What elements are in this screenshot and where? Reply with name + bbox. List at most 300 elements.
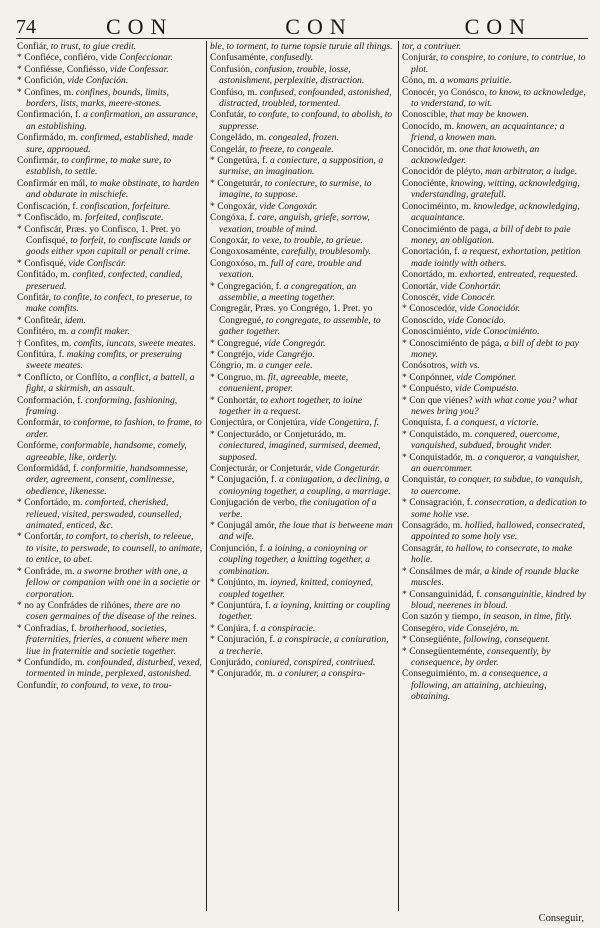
dictionary-entry (402, 246, 587, 269)
entry-gloss: coniured, conspired, contriued. (255, 656, 376, 668)
entry-gloss: to confite, to confect, to preserue, to make comfits. (26, 291, 192, 315)
entry-gloss: full of care, trouble and vexation. (219, 257, 362, 281)
dictionary-entry (402, 109, 587, 120)
entry-gloss: to confute, to confound, to abolish, to suppresse. (219, 109, 393, 132)
entry-headword: Conociméinto, m. (402, 200, 472, 212)
entry-gloss: congealed, frozen. (268, 132, 339, 144)
entry-headword: Conortádo, m. (402, 269, 458, 281)
dictionary-entry (402, 646, 587, 669)
dictionary-entry (210, 41, 395, 52)
dictionary-entry (210, 360, 395, 371)
dictionary-entry (210, 338, 395, 349)
entry-gloss: consequently, by consequence, by order. (411, 645, 551, 668)
entry-headword: * Confiscádo, m. (17, 212, 83, 224)
dictionary-entry (17, 680, 203, 691)
entry-headword: * Confundído, m. (17, 656, 85, 668)
dictionary-entry (402, 543, 587, 566)
dictionary-entry (17, 326, 203, 337)
dictionary-entry (17, 212, 203, 223)
entry-gloss: carefully, troublesomly. (281, 246, 372, 258)
dictionary-entry (210, 64, 395, 87)
entry-gloss: vide Conocidór. (459, 303, 521, 315)
entry-headword: * Conjugación, f. (210, 474, 277, 486)
dictionary-entry (210, 303, 395, 337)
entry-gloss: idem. (64, 314, 86, 326)
entry-headword: * Confiésse, Confiésso, (17, 63, 108, 75)
entry-gloss: to trust, to giue credit. (50, 41, 137, 52)
dictionary-entry (17, 349, 203, 372)
dictionary-entry (17, 372, 203, 395)
entry-gloss: to conforme, to fashion, to frame, to order. (26, 417, 202, 440)
dictionary-entry (210, 52, 395, 63)
entry-headword: * Conoscedór, (402, 303, 458, 315)
dictionary-entry (402, 360, 587, 371)
entry-headword: Confiscación, f. (17, 200, 79, 212)
entry-headword: * Congeturár, (210, 177, 263, 189)
entry-headword: * Consanguinidád, f. (402, 588, 482, 600)
dictionary-entry (210, 417, 395, 428)
entry-headword: * Congoxár, (210, 200, 258, 212)
entry-gloss: a conspiracie. (260, 622, 316, 634)
entry-gloss: conquered, ouercome, vanquished, subdued, brought vnder. (411, 428, 560, 452)
dictionary-entry (17, 75, 203, 86)
entry-gloss: fit, agreeable, meete, conuenient, proper. (219, 371, 349, 395)
entry-gloss: confusion, trouble, losse, astonishment, perplexitie, distraction. (219, 63, 365, 87)
entry-gloss: a coniugation, a declining, a conioyning together, a coupling, a marriage. (219, 474, 391, 497)
dictionary-entry (210, 474, 395, 497)
dictionary-entry (402, 292, 587, 303)
dictionary-entry (17, 657, 203, 680)
dictionary-entry (210, 600, 395, 623)
entry-gloss: vide Conhortár. (440, 280, 501, 292)
dictionary-entry (17, 269, 203, 292)
entry-headword: Congoxóso, m. (210, 257, 269, 269)
entry-gloss: a congregation, an assemblie, a meeting together. (219, 280, 357, 303)
dictionary-entry (402, 497, 587, 520)
entry-gloss: to confirme, to make sure, to establish, to settle. (26, 155, 172, 178)
entry-headword: Confitúra, f. (17, 348, 65, 360)
entry-headword: † Confites, m. (17, 337, 72, 349)
entry-gloss: vide Conocér. (442, 291, 496, 303)
dictionary-entry (17, 338, 203, 349)
entry-gloss: following, consequent. (463, 634, 551, 646)
entry-headword: * Con que viénes? (402, 394, 473, 406)
entry-gloss: confused, confounded, astonished, distracted, troubled, tormented. (219, 86, 392, 110)
entry-headword: Confirmár en mál, (17, 177, 88, 189)
entry-gloss: a conflict, a battell, a fight, a skirmish, an assault. (26, 371, 195, 395)
entry-gloss: consanguinitie, kindred by bloud, neerenes in bloud. (411, 588, 587, 611)
dictionary-entry (402, 166, 587, 177)
catchword: Conseguir, (538, 913, 584, 924)
entry-gloss: knowen, an acquaintance; a friend, a knowen man. (411, 120, 565, 144)
dictionary-entry (17, 258, 203, 269)
entry-headword: Consagrádo, m. (402, 520, 463, 532)
entry-gloss: care, anguish, griefe, sorrow, vexation, trouble of mind. (219, 212, 370, 235)
entry-headword: * Conjúra, f. (210, 622, 259, 634)
dictionary-entry (210, 144, 395, 155)
entry-gloss: coniectured, imagined, surmised, deemed, supposed. (219, 440, 381, 463)
entry-headword: Conocído, m. (402, 120, 454, 132)
dictionary-entry (17, 600, 203, 623)
entry-gloss: to know, to acknowledge, to vnderstand, to wit. (411, 86, 586, 110)
entry-gloss: making comfits, or preseruing sweete meates. (26, 348, 182, 372)
entry-headword: * Congregué, (210, 337, 262, 349)
entry-headword: * Conoscimiénto de pága, (402, 337, 502, 349)
entry-gloss: to forfeit, to confiscate lands or goods either vpon capitall or penall crime. (26, 234, 192, 258)
entry-headword: * Confiteár, (17, 314, 63, 326)
entry-gloss: ioyned, knitted, conioyned, coupled together. (219, 577, 374, 600)
dictionary-entry (402, 201, 587, 224)
dictionary-entry (210, 212, 395, 235)
dictionary-entry (210, 372, 395, 395)
entry-headword: Conósotros, (402, 360, 449, 372)
entry-gloss: to conquer, to subdue, to vanquish, to ouercome. (411, 474, 583, 497)
entry-gloss: the coniugation of a verbe. (219, 497, 377, 520)
entry-gloss: vide Conocimiénto. (464, 326, 540, 338)
entry-gloss: to congregate, to assemble, to gather together. (219, 314, 381, 338)
entry-gloss: conformable, handsome, comely, agreeable, like, orderly. (26, 440, 187, 463)
dictionary-entry (17, 41, 203, 52)
entry-gloss: to hallow, to consecrate, to make holie. (411, 542, 573, 566)
dictionary-entry (210, 349, 395, 360)
dictionary-entry (210, 235, 395, 246)
dictionary-entry (402, 52, 587, 75)
dictionary-entry (17, 497, 203, 531)
entry-gloss: comforted, cherished, relieued, visited, perswaded, counselled, animated, enticed, &c. (26, 497, 182, 532)
dictionary-entry (402, 303, 587, 314)
entry-headword: Con sazón y tiempo, (402, 611, 481, 623)
entry-headword: Confitádo, m. (17, 269, 71, 281)
entry-gloss: confines, bounds, limits, borders, lists, marks, meere-stones. (26, 86, 169, 110)
entry-headword: * Congréjo, (210, 348, 256, 360)
entry-gloss: vide Conocído. (447, 314, 506, 326)
dictionary-entry (17, 315, 203, 326)
dictionary-entry (402, 634, 587, 645)
entry-gloss: to exhort together, to ioine together in a request. (219, 394, 363, 417)
dictionary-entry (210, 463, 395, 474)
dictionary-entry (402, 589, 587, 612)
dictionary-entry (210, 281, 395, 304)
entry-gloss: vide Confación. (67, 75, 129, 87)
entry-gloss: vide Congetúra, f. (309, 417, 380, 429)
entry-headword: Conoscído, (402, 314, 446, 326)
entry-gloss: tor, a contriuer. (402, 41, 462, 52)
entry-headword: Conformidád, f. (17, 463, 79, 475)
entry-headword: Conoscér, (402, 291, 441, 303)
dictionary-entry (210, 543, 395, 577)
entry-headword: Conjectúra, or Conjetúra, (210, 417, 308, 429)
entry-gloss: that may be knowen. (449, 109, 529, 121)
dictionary-entry (17, 64, 203, 75)
entry-headword: Congóxa, f. (210, 212, 256, 224)
entry-headword: Congoxár, (210, 234, 250, 246)
entry-headword: * Conflícto, or Conflíto, (17, 371, 111, 383)
dictionary-entry (17, 440, 203, 463)
page-header (16, 10, 588, 39)
entry-gloss: with vs. (450, 360, 480, 372)
entry-headword: Confitéro, m. (17, 326, 69, 338)
dictionary-entry (210, 109, 395, 132)
entry-gloss: to coniecture, to surmise, to imagine, to suppose. (219, 177, 372, 201)
entry-headword: * Confines, m. (17, 86, 74, 98)
dictionary-entry (402, 178, 587, 201)
entry-gloss: a coniurer, a conspira- (277, 668, 366, 680)
dictionary-entry (210, 623, 395, 634)
entry-gloss: a sworne brother with one, a fellow or companion with one in a societie or corporation. (26, 565, 201, 600)
entry-headword: * Consálmes de már, (402, 565, 483, 577)
entry-headword: Confusión, (210, 63, 253, 75)
entry-gloss: ble, to torment, to turne topsie turuie all things. (210, 41, 393, 52)
dictionary-entry (402, 417, 587, 428)
entry-headword: Confirmación, f. (17, 109, 81, 121)
dictionary-entry (210, 668, 395, 679)
dictionary-entry (17, 531, 203, 565)
entry-headword: Conoscimiénto, (402, 326, 463, 338)
entry-headword: Conquísta, f. (402, 417, 452, 429)
entry-headword: Congoxosaménte, (210, 246, 280, 258)
entry-gloss: in season, in time, fitly. (483, 611, 573, 623)
dictionary-entry (210, 87, 395, 110)
entry-gloss: forfeited, confiscate. (84, 212, 164, 224)
entry-headword: * Consegüénte, (402, 634, 462, 646)
dictionary-entry (402, 224, 587, 247)
dictionary-entry (17, 52, 203, 63)
entry-gloss: a bill of debt to pay money. (411, 337, 579, 360)
entry-headword: Cóno, m. (402, 75, 438, 87)
entry-headword: * Conjúnto, m. (210, 577, 268, 589)
running-head-center: CON (285, 14, 353, 39)
entry-headword: * Conpuésto, (402, 383, 453, 395)
dictionary-entry (210, 155, 395, 178)
dictionary-entry (402, 144, 587, 167)
entry-gloss: one that knoweth, an acknowledger. (411, 143, 540, 167)
dictionary-entry (402, 452, 587, 475)
dictionary-entry (402, 269, 587, 280)
entry-headword: * Confortádo, m. (17, 497, 83, 509)
dictionary-entry (17, 292, 203, 315)
dictionary-entry (402, 41, 587, 52)
entry-headword: Cóngrio, m. (210, 360, 257, 372)
entry-gloss: a conqueror, a vanquisher, an ouercommer. (411, 451, 580, 475)
entry-gloss: brotherhood, societies, fraternities, frieries, a conuent where men liue in fraternitie and societie together. (26, 622, 188, 657)
entry-gloss: vide Compuésto. (455, 383, 519, 395)
entry-gloss: a cunger eele. (258, 360, 313, 372)
dictionary-entry (402, 338, 587, 361)
entry-gloss: a bill of debt to paie money, an obligation. (411, 223, 571, 246)
entry-gloss: to make obstinate, to harden and obdurate in mischiefe. (26, 177, 200, 201)
column-right (398, 41, 590, 911)
entry-gloss: vide Congeturár. (315, 463, 381, 475)
entry-headword: * Confiéce, confiéro, vide (17, 52, 117, 64)
entry-headword: Confusaménte, (210, 52, 268, 64)
dictionary-entry (17, 417, 203, 440)
dictionary-entry (402, 383, 587, 394)
columns (14, 41, 590, 911)
dictionary-entry (402, 121, 587, 144)
entry-gloss: vide Consejéro, m. (447, 622, 520, 634)
entry-headword: Consagrár, (402, 542, 444, 554)
entry-headword: * Conquistádo, m. (402, 428, 473, 440)
dictionary-entry (210, 132, 395, 143)
entry-headword: * Confradías, f. (17, 622, 77, 634)
entry-gloss: a ioining, a conioyning or coupling together, a knitting together, a combination. (219, 542, 371, 577)
entry-gloss: man arbitrator, a iudge. (485, 166, 578, 178)
dictionary-entry (402, 372, 587, 383)
entry-gloss: confounded, disturbed, vexed, tormented in minde, perplexed, astonished. (26, 656, 202, 680)
entry-headword: * Confortár, (17, 531, 64, 543)
entry-gloss: exhorted, entreated, requested. (459, 269, 578, 281)
entry-gloss: vide Confessar. (110, 63, 169, 75)
dictionary-entry (402, 315, 587, 326)
entry-headword: Congelár, (210, 143, 248, 155)
entry-headword: * Confiscár, Præs. yo Confisco, 1. Pret. yo Confisqué, (17, 223, 181, 246)
entry-headword: Confiár, (17, 41, 49, 52)
entry-headword: * Confición, (17, 75, 65, 87)
entry-headword: * no ay Confrádes de riñónes, (17, 599, 132, 611)
entry-gloss: vide Congregár. (264, 337, 326, 349)
entry-gloss: a coniecture, a supposition, a surmise, an imagination. (219, 155, 384, 178)
dictionary-entry (210, 634, 395, 657)
dictionary-entry (402, 395, 587, 418)
entry-gloss: a conquest, a victorie. (453, 417, 539, 429)
entry-headword: Congregár, Præs. yo Congrégo, 1. Pret. yo Congregué, (210, 303, 373, 326)
entry-headword: Conjecturár, or Conjeturár, (210, 463, 314, 475)
entry-gloss: to comfort, to cherish, to releeue, to visite, to perswade, to counsell, to animate, to entice, to abet. (26, 531, 203, 566)
entry-headword: * Congruo, m. (210, 371, 266, 383)
dictionary-entry (17, 132, 203, 155)
dictionary-entry (17, 566, 203, 600)
entry-gloss: a womans priuitie. (439, 75, 512, 87)
entry-gloss: a ioyning, knitting or coupling together. (219, 599, 391, 623)
dictionary-entry (402, 566, 587, 589)
dictionary-entry (402, 668, 587, 702)
entry-gloss: with what come you? what newes bring you? (411, 394, 578, 417)
entry-headword: Consegéro, (402, 622, 446, 634)
dictionary-entry (210, 429, 395, 463)
entry-headword: Conjurádo, (210, 656, 253, 668)
entry-headword: Confitár, (17, 291, 51, 303)
entry-headword: Confundír, (17, 679, 59, 691)
dictionary-entry (402, 429, 587, 452)
dictionary-entry (17, 201, 203, 212)
entry-headword: Conocimiénto de paga, (402, 223, 491, 235)
entry-headword: Conjugación de verbo, (210, 497, 298, 509)
dictionary-entry (17, 87, 203, 110)
entry-gloss: a conspiracie, a coniuration, a trecherie. (219, 634, 389, 657)
dictionary-entry (402, 75, 587, 86)
dictionary-entry (210, 201, 395, 212)
entry-gloss: confirmed, established, made sure, approoued. (26, 132, 193, 155)
dictionary-entry (210, 178, 395, 201)
dictionary-entry (17, 395, 203, 418)
entry-headword: * Confisqué, (17, 257, 67, 269)
dictionary-entry (402, 281, 587, 292)
dictionary-entry (210, 395, 395, 418)
entry-headword: * Consagración, f. (402, 497, 473, 509)
entry-headword: Conformár, (17, 417, 62, 429)
entry-gloss: conformitie, handsomnesse, order, agreement, consent, comlinesse, obedience, likenesse. (26, 463, 188, 497)
entry-gloss: to freeze, to congeale. (249, 143, 334, 155)
entry-headword: Confúso, m. (210, 86, 258, 98)
dictionary-entry (402, 520, 587, 543)
entry-gloss: vide Congoxár. (259, 200, 318, 212)
entry-headword: Conociénte, (402, 177, 449, 189)
entry-gloss: confusedly. (270, 52, 314, 64)
entry-headword: * Conjugál amór, (210, 520, 277, 532)
entry-gloss: Confeccionar. (119, 52, 173, 64)
entry-headword: Conjurár, (402, 52, 439, 64)
entry-gloss: a request, exhortation, petition made iointly with others. (411, 246, 581, 269)
entry-headword: Conjunción, f. (210, 542, 266, 554)
entry-headword: Confirmár, (17, 155, 59, 167)
entry-gloss: a confirmation, an assurance, an establishing. (26, 109, 198, 132)
dictionary-entry (210, 657, 395, 668)
entry-headword: Conocér, yo Conósco, (402, 86, 487, 98)
entry-gloss: hollied, hallowed, consecrated, appointed to some holy vse. (411, 520, 586, 543)
entry-gloss: confited, confected, candied, preserued. (26, 269, 183, 292)
entry-gloss: the loue that is betweene man and wife. (219, 520, 393, 543)
entry-gloss: comfits, iuncats, sweete meates. (73, 337, 196, 349)
entry-headword: * Confráde, m. (17, 565, 75, 577)
entry-headword: Confutár, (210, 109, 247, 121)
entry-headword: * Conjuradór, m. (210, 668, 276, 680)
dictionary-entry (17, 178, 203, 201)
entry-headword: Conoscíble, (402, 109, 448, 121)
entry-gloss: a comfit maker. (70, 326, 130, 338)
dictionary-entry (402, 474, 587, 497)
column-middle (206, 41, 398, 911)
entry-gloss: vide Cangréjo. (257, 348, 315, 360)
dictionary-entry (17, 224, 203, 258)
dictionary-entry (210, 497, 395, 520)
entry-headword: * Congetúra, f. (210, 155, 268, 167)
dictionary-entry (402, 611, 587, 622)
running-head-left: CON (105, 14, 174, 39)
entry-headword: Conquistár, (402, 474, 447, 486)
running-head-right: CON (464, 14, 533, 39)
dictionary-entry (210, 577, 395, 600)
dictionary-entry (402, 87, 587, 110)
entry-headword: * Congregación, f. (210, 280, 282, 292)
entry-headword: * Conjecturádo, or Conjeturádo, m. (210, 428, 347, 440)
column-left (14, 41, 206, 911)
entry-gloss: a consequence, a following, an attaining, atchieuing, obtaining. (411, 668, 548, 703)
dictionary-entry (210, 246, 395, 257)
entry-headword: * Conpónner, (402, 371, 454, 383)
entry-headword: Congeládo, m. (210, 132, 267, 144)
dictionary-entry (17, 155, 203, 178)
entry-gloss: conforming, fashioning, framing. (26, 394, 178, 417)
dictionary-entry (17, 109, 203, 132)
entry-gloss: confiscation, forfeiture. (80, 200, 171, 212)
entry-headword: * Conquistadór, m. (402, 451, 476, 463)
entry-headword: Conocidór, m. (402, 143, 457, 155)
dictionary-entry (402, 326, 587, 337)
entry-headword: * Consegüenteménte, (402, 645, 485, 657)
entry-gloss: to confound, to vexe, to trou- (60, 679, 172, 691)
entry-headword: Conortár, (402, 280, 439, 292)
entry-headword: Conocidór de pléyto, (402, 166, 483, 178)
dictionary-entry (17, 623, 203, 657)
dictionary-entry (210, 258, 395, 281)
dictionary-entry (17, 463, 203, 497)
entry-gloss: to vexe, to trouble, to grieue. (252, 234, 363, 246)
running-head (36, 16, 588, 38)
entry-headword: Conseguimiénto, m. (402, 668, 480, 680)
page-number: 74 (16, 16, 36, 38)
dictionary-entry (402, 623, 587, 634)
entry-headword: * Conjuración, f. (210, 634, 276, 646)
